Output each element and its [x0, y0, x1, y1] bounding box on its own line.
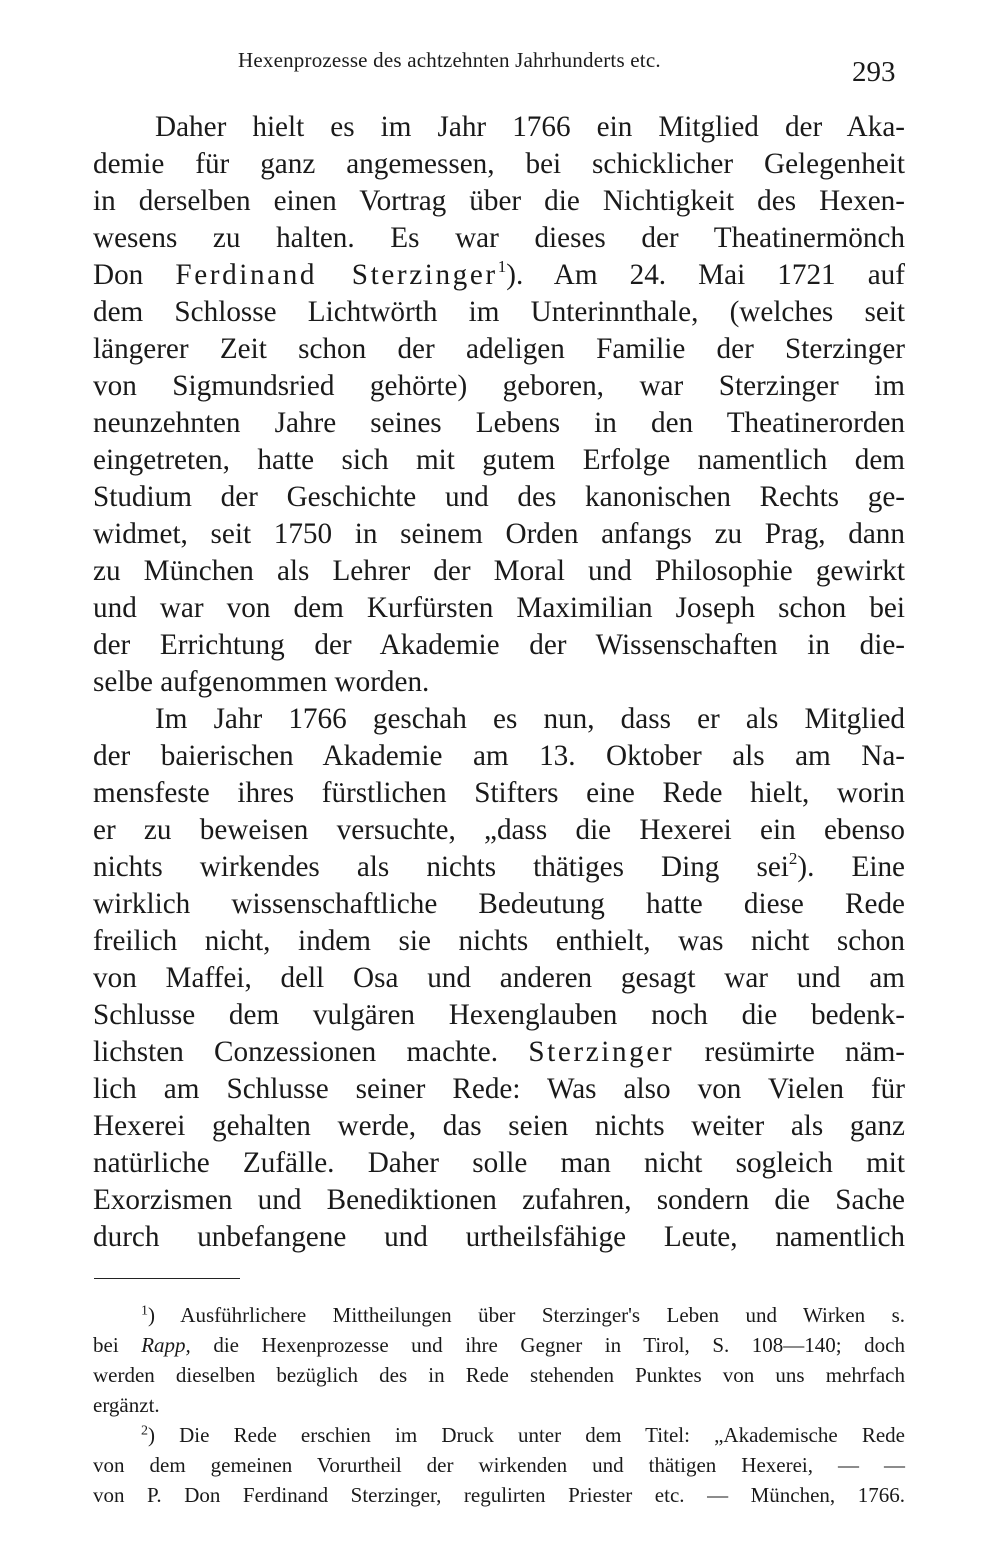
text-line: Im Jahr 1766 geschah es nun, dass er als Mitglied: [155, 703, 905, 735]
text-line: von Maffei, dell Osa und anderen gesagt war und am: [93, 962, 905, 994]
main-text: [93, 109, 905, 1256]
text-line: mensfeste ihres fürstlichen Stifters eine Rede hielt, worin: [93, 777, 905, 809]
footnote-divider: [94, 1278, 240, 1279]
text-line: Studium der Geschichte und des kanonischen Rechts ge-: [93, 481, 905, 513]
text-line: der Errichtung der Akademie der Wissenschaften in die-: [93, 629, 905, 661]
text-line: wirklich wissenschaftliche Bedeutung hatte diese Rede: [93, 888, 905, 920]
emphasized-name: Sterzinger: [528, 1036, 675, 1068]
text-line: neunzehnten Jahre seines Lebens in den Theatinerorden: [93, 407, 905, 439]
footnotes: [93, 1300, 905, 1510]
text-line: wesens zu halten. Es war dieses der Theatinermönch: [93, 222, 905, 254]
text-line: in derselben einen Vortrag über die Nichtigkeit des Hexen-: [93, 185, 905, 217]
text-line: der baierischen Akademie am 13. Oktober als am Na-: [93, 740, 905, 772]
text-line: und war von dem Kurfürsten Maximilian Joseph schon bei: [93, 592, 905, 624]
text-fragment: ). Eine: [797, 851, 905, 883]
text-line: er zu beweisen versuchte, „dass die Hexerei ein ebenso: [93, 814, 905, 846]
author-name: Rapp,: [141, 1333, 191, 1357]
text-fragment: resümirte näm-: [704, 1036, 906, 1068]
text-line: [93, 257, 905, 294]
footnote-1-line: [93, 1300, 905, 1330]
text-line: freilich nicht, indem sie nichts enthielt, was nicht schon: [93, 925, 905, 957]
text-line: Schlusse dem vulgären Hexenglauben noch die bedenk-: [93, 999, 905, 1031]
text-line: Exorzismen und Benediktionen zufahren, sondern die Sache: [93, 1184, 905, 1216]
text-line: zu München als Lehrer der Moral und Philosophie gewirkt: [93, 555, 905, 587]
footnote-text: bei: [93, 1333, 119, 1357]
text-line: dem Schlosse Lichtwörth im Unterinnthale, (welches seit: [93, 296, 905, 328]
text-line: längerer Zeit schon der adeligen Familie der Sterzinger: [93, 333, 905, 365]
footnote-1-line: werden dieselben bezüglich des in Rede stehenden Punktes von uns mehrfach: [93, 1363, 905, 1387]
footnote-1-line: ergänzt.: [93, 1393, 160, 1417]
footnote-text: ) Ausführlichere Mittheilungen über Sterzinger's Leben und Wirken s.: [148, 1303, 905, 1327]
text-line: selbe aufgenommen worden.: [93, 666, 430, 698]
text-line: lich am Schlusse seiner Rede: Was also von Vielen für: [93, 1073, 905, 1105]
text-line: [93, 849, 905, 886]
footnote-reference[interactable]: 1: [497, 257, 507, 277]
footnote-1-line: [93, 1330, 905, 1360]
footnote-text: ) Die Rede erschien im Druck unter dem Titel: „Akademische Rede: [148, 1423, 905, 1447]
page-number: 293: [852, 56, 896, 88]
text-fragment: lichsten Conzessionen machte.: [93, 1036, 499, 1068]
footnote-2-line: von dem gemeinen Vorurtheil der wirkenden und thätigen Hexerei, — —: [93, 1453, 905, 1477]
footnote-reference[interactable]: 2: [788, 849, 798, 869]
text-line: durch unbefangene und urtheilsfähige Leute, namentlich: [93, 1221, 905, 1253]
footnote-text: die Hexenprozesse und ihre Gegner in Tirol, S. 108—140; doch: [213, 1333, 905, 1357]
running-title: Hexenprozesse des achtzehnten Jahrhunderts etc.: [238, 48, 661, 72]
page-header: [0, 40, 1000, 90]
text-line: von Sigmundsried gehörte) geboren, war Sterzinger im: [93, 370, 905, 402]
footnote-number: 1: [141, 1303, 148, 1319]
footnote-number: 2: [141, 1423, 148, 1439]
text-line: widmet, seit 1750 in seinem Orden anfangs zu Prag, dann: [93, 518, 905, 550]
footnote-2-line: von P. Don Ferdinand Sterzinger, regulirten Priester etc. — München, 1766.: [93, 1483, 905, 1507]
text-fragment: Don: [93, 259, 144, 291]
emphasized-name: Ferdinand Sterzinger: [175, 259, 498, 291]
text-fragment: nichts wirkendes als nichts thätiges Ding sei: [93, 851, 789, 883]
text-fragment: ). Am 24. Mai 1721 auf: [506, 259, 905, 291]
text-line: Hexerei gehalten werde, das seien nichts weiter als ganz: [93, 1110, 905, 1142]
text-line: natürliche Zufälle. Daher solle man nicht sogleich mit: [93, 1147, 905, 1179]
text-line: eingetreten, hatte sich mit gutem Erfolge namentlich dem: [93, 444, 905, 476]
text-line: Daher hielt es im Jahr 1766 ein Mitglied der Aka-: [155, 111, 905, 143]
text-line: [93, 1034, 905, 1071]
footnote-2-line: [93, 1420, 905, 1450]
text-line: demie für ganz angemessen, bei schicklicher Gelegenheit: [93, 148, 905, 180]
